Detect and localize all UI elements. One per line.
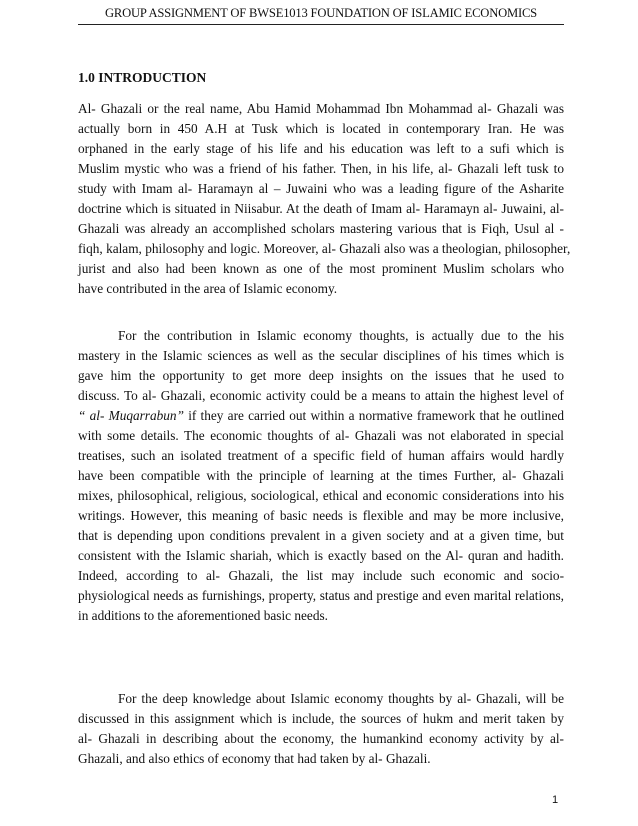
- paragraph-line: discuss. To al- Ghazali, economic activity could be a means to attain the highest level of: [78, 388, 564, 403]
- section-heading: 1.0 INTRODUCTION: [78, 70, 207, 85]
- paragraph-line: gave him the opportunity to get more deep insights on the issues that he used to: [78, 368, 564, 383]
- paragraph-line: For the contribution in Islamic economy thoughts, is actually due to the his: [118, 328, 564, 343]
- paragraph-line: have contributed in the area of Islamic economy.: [78, 281, 338, 296]
- page-number: 1: [552, 794, 559, 806]
- paragraph-line: jurist and also had been known as one of the most prominent Muslim scholars who: [78, 261, 564, 276]
- paragraph-line: [78, 406, 564, 426]
- paragraph-line: treatises, such an isolated treatment of a specific field of human affairs would hardly: [78, 448, 564, 463]
- paragraph-line: orphaned in the early stage of his life and his education was left to a sufi which is: [78, 141, 564, 156]
- paragraph-line: study with Imam al- Haramayn al – Juwaini who was a leading figure of the Asharite: [78, 181, 564, 196]
- paragraph-line: that is depending upon conditions prevalent in a given society and at a given time, but: [78, 528, 564, 543]
- paragraph-line: Indeed, according to al- Ghazali, the list may include such economic and socio-: [78, 568, 564, 583]
- paragraph-line: Al- Ghazali or the real name, Abu Hamid Mohammad Ibn Mohammad al- Ghazali was: [78, 101, 564, 116]
- page-header: GROUP ASSIGNMENT OF BWSE1013 FOUNDATION OF ISLAMIC ECONOMICS: [78, 6, 564, 25]
- paragraph-line: in additions to the aforementioned basic needs.: [78, 608, 328, 623]
- paragraph-line: fiqh, kalam, philosophy and logic. Moreover, al- Ghazali also was a theologian, philosopher,: [78, 241, 571, 256]
- paragraph-line: Ghazali was already an accomplished scholars mastering various that is Fiqh, Usul al -: [78, 221, 564, 236]
- paragraph-line: with some details. The economic thoughts of al- Ghazali was not elaborated in special: [78, 428, 564, 443]
- paragraph-line: For the deep knowledge about Islamic economy thoughts by al- Ghazali, will be: [118, 691, 564, 706]
- paragraph-line: mastery in the Islamic sciences as well as the secular disciplines of his times which is: [78, 348, 564, 363]
- paragraph-line: have been compatible with the principle of learning at the times Further, al- Ghazali: [78, 468, 564, 483]
- paragraph-line: actually born in 450 A.H at Tusk which is located in contemporary Iran. He was: [78, 121, 564, 136]
- paragraph-2: [78, 326, 564, 626]
- paragraph-line: doctrine which is situated in Niisabur. At the death of Imam al- Haramayn al- Juwaini, al-: [78, 201, 564, 216]
- paragraph-line: mixes, philosophical, religious, sociological, ethical and economic considerations into his: [78, 488, 564, 503]
- paragraph-3: [78, 689, 564, 769]
- paragraph-line: Muslim mystic who was a friend of his father. Then, in his life, al- Ghazali left tusk to: [78, 161, 564, 176]
- paragraph-line-rest: if they are carried out within a normative framework that he outlined: [183, 408, 564, 423]
- paragraph-line: physiological needs as furnishings, property, status and prestige and even marital relations,: [78, 588, 564, 603]
- paragraph-line: al- Ghazali in describing about the economy, the humankind economy activity by al-: [78, 731, 564, 746]
- paragraph-line: discussed in this assignment which is include, the sources of hukm and merit taken by: [78, 711, 564, 726]
- paragraph-line: Ghazali, and also ethics of economy that had taken by al- Ghazali.: [78, 751, 431, 766]
- paragraph-line: writings. However, this meaning of basic needs is flexible and may be more inclusive,: [78, 508, 564, 523]
- italic-term: “ al- Muqarrabun”: [78, 408, 184, 423]
- paragraph-1: [78, 99, 571, 299]
- paragraph-line: consistent with the Islamic shariah, which is exactly based on the Al- quran and hadith.: [78, 548, 564, 563]
